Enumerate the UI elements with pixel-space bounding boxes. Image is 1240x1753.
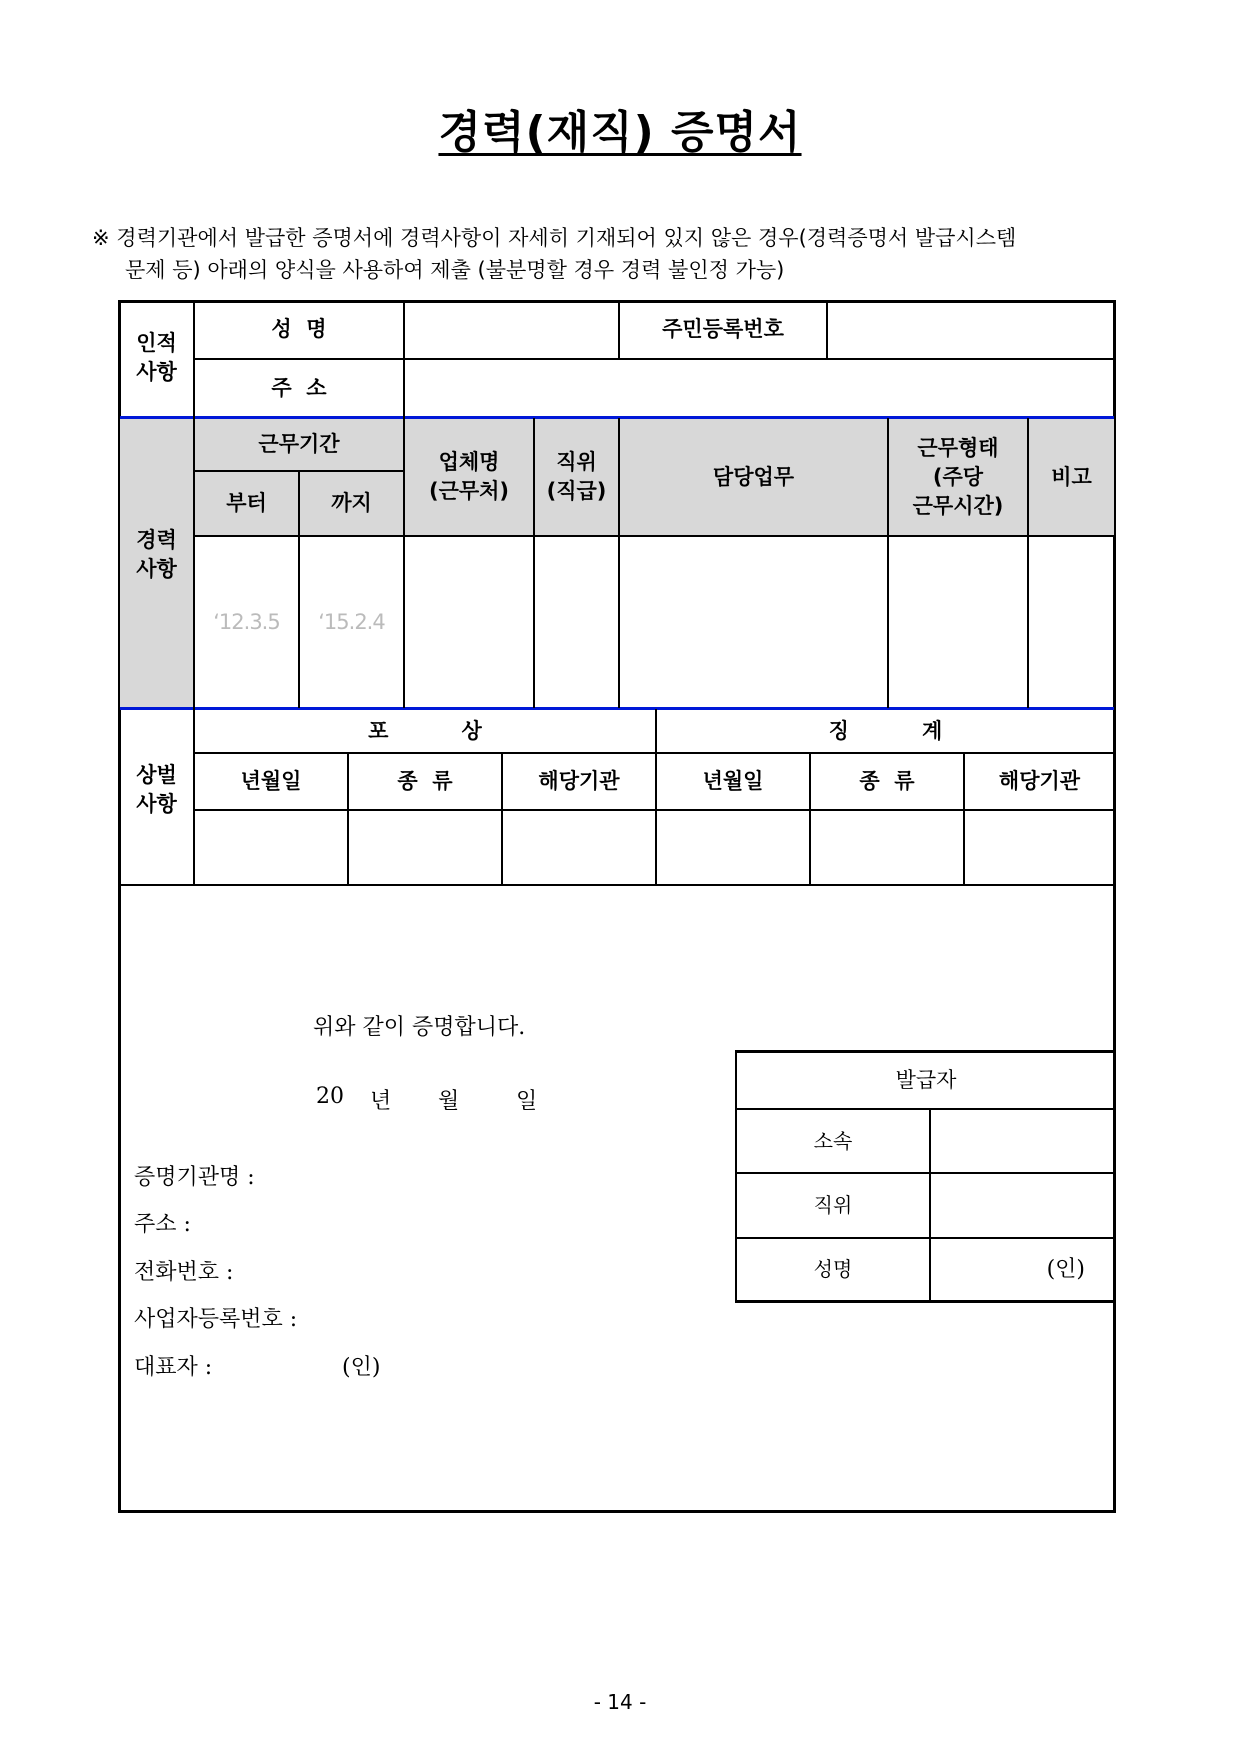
discipline-kind-header: 종 류 (859, 769, 915, 793)
certify-statement: 위와 같이 증명합니다. (313, 1015, 526, 1040)
rrn-field[interactable] (828, 300, 1114, 358)
biz-no-label: 사업자등록번호 : (134, 1307, 298, 1332)
discipline-date-header: 년월일 (702, 769, 764, 793)
career-remarks-field[interactable] (1029, 537, 1114, 707)
rewards-section-label: 상벌 사항 (136, 763, 177, 816)
discipline-agency-field[interactable] (965, 811, 1114, 884)
career-duty-field[interactable] (620, 537, 887, 707)
ceo-label: 대표자 : (134, 1355, 213, 1380)
address-field[interactable] (405, 360, 1114, 416)
discipline-kind-field[interactable] (811, 811, 963, 884)
name-label: 성 명 (271, 316, 327, 341)
notice-line2: 문제 등) 아래의 양식을 사용하여 제출 (불분명할 경우 경력 불인정 가능) (125, 258, 785, 282)
personal-section-label: 인적 사항 (136, 331, 177, 384)
org-address-label: 주소 : (134, 1212, 191, 1237)
position-header: 직위 (직급) (546, 450, 607, 503)
career-position-field[interactable] (535, 537, 618, 707)
discipline-header: 징 계 (828, 718, 943, 743)
discipline-agency-header: 해당기관 (998, 769, 1081, 793)
to-header: 까지 (331, 491, 372, 515)
issuer-header: 발급자 (895, 1068, 957, 1092)
date-year: 20 (316, 1084, 344, 1109)
award-header: 포 상 (368, 718, 482, 743)
career-to-field[interactable]: ‘15.2.4 (318, 609, 385, 634)
notice-line1: 경력기관에서 발급한 증명서에 경력사항이 자세히 기재되어 있지 않은 경우(경력증명서 발급시스템 (116, 226, 1017, 250)
period-header: 근무기간 (258, 432, 340, 456)
name-field[interactable] (405, 300, 618, 358)
date-month-label: 월 (438, 1089, 460, 1114)
issuer-dept-field[interactable] (931, 1110, 1115, 1172)
page-number: - 14 - (593, 1690, 647, 1714)
award-agency-field[interactable] (503, 811, 655, 884)
document-title: 경력(재직) 증명서 (438, 107, 802, 158)
issuer-name-label: 성명 (813, 1257, 853, 1281)
address-label: 주 소 (271, 375, 327, 400)
career-company-field[interactable] (405, 537, 533, 707)
date-year-label: 년 (370, 1089, 392, 1114)
date-day-label: 일 (516, 1089, 538, 1114)
from-header: 부터 (226, 491, 267, 515)
career-section-label: 경력 사항 (136, 528, 177, 581)
ceo-seal: (인) (342, 1355, 381, 1380)
issuer-dept-label: 소속 (813, 1128, 853, 1153)
rrn-label: 주민등록번호 (662, 316, 784, 341)
org-phone-label: 전화번호 : (134, 1260, 234, 1285)
career-worktype-field[interactable] (889, 537, 1027, 707)
org-name-label: 증명기관명 : (134, 1165, 255, 1190)
remarks-header: 비고 (1051, 464, 1092, 489)
award-date-header: 년월일 (240, 769, 302, 793)
award-date-field[interactable] (195, 811, 347, 884)
issuer-position-field[interactable] (931, 1174, 1115, 1237)
award-agency-header: 해당기관 (538, 769, 620, 793)
work-type-header: 근무형태 (주당 근무시간) (912, 435, 1004, 518)
career-from-field[interactable]: ‘12.3.5 (213, 609, 280, 634)
notice (92, 222, 1172, 286)
issuer-name-field[interactable] (931, 1239, 1115, 1300)
award-kind-field[interactable] (349, 811, 501, 884)
notice-mark: ※ (92, 226, 110, 250)
duty-header: 담당업무 (712, 464, 795, 489)
award-kind-header: 종 류 (397, 769, 453, 793)
issuer-seal: (인) (1046, 1257, 1085, 1282)
discipline-date-field[interactable] (657, 811, 809, 884)
issuer-position-label: 직위 (813, 1193, 853, 1217)
company-header: 업체명 (근무처) (428, 450, 510, 503)
